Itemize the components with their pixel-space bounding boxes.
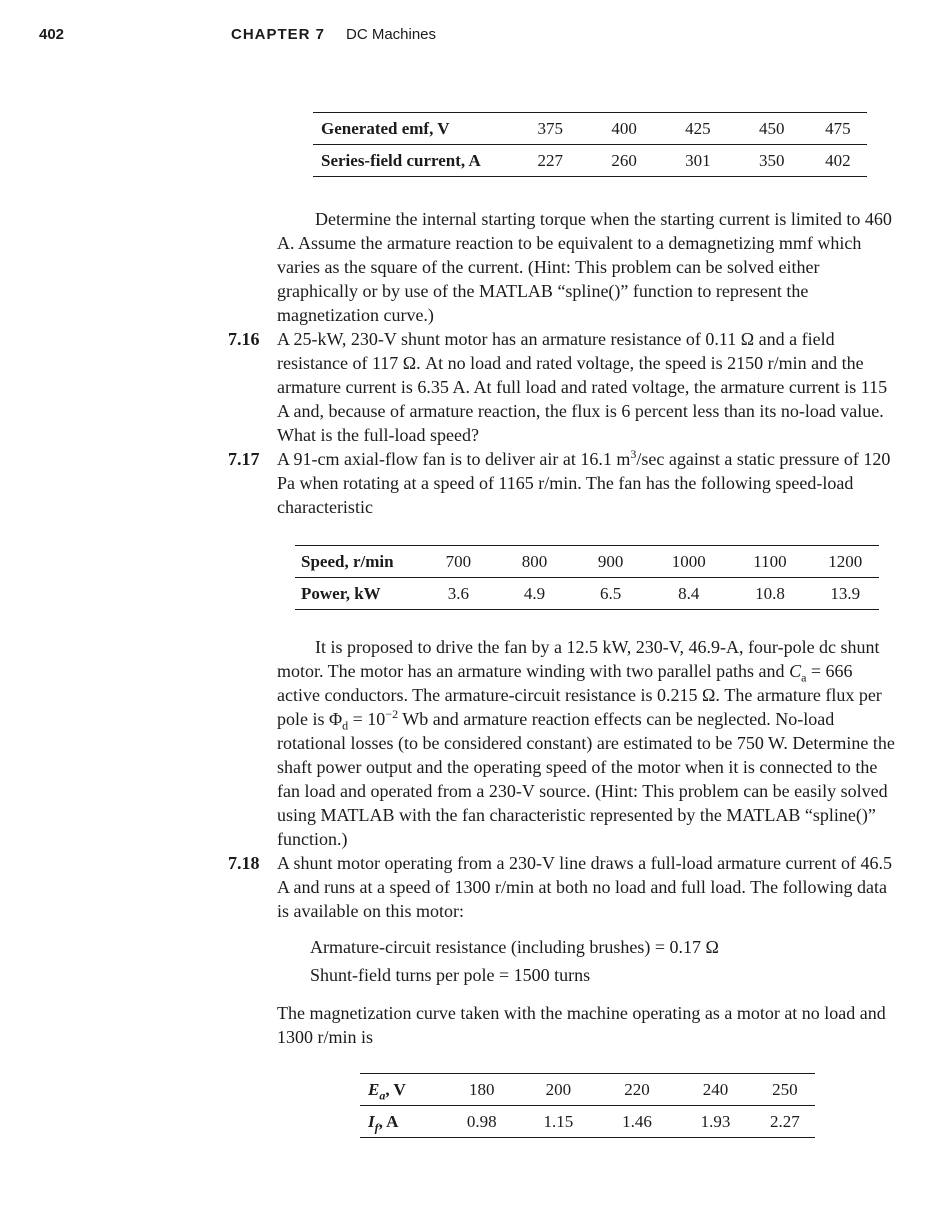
- table-cell: 227: [513, 145, 587, 177]
- table-cell: 4.9: [497, 578, 572, 610]
- text-fragment: It is proposed to drive the fan by a 12.5 kW, 230-V, 46.9-A, four-pole dc shunt motor. The motor has an armature winding with two parallel paths and: [277, 637, 880, 681]
- unit: , V: [385, 1080, 406, 1099]
- table-cell: 240: [676, 1074, 755, 1106]
- superscript: 3: [630, 447, 637, 461]
- text-fragment: /sec against a static pressure of 120 Pa when rotating at a speed of 1165 r/min. The fan has the following speed-load characteristic: [277, 449, 891, 517]
- table-cell: 402: [809, 145, 867, 177]
- table-row: [295, 578, 879, 610]
- table-cell: 900: [572, 546, 649, 578]
- table-cell: 6.5: [572, 578, 649, 610]
- table-cell: 1000: [649, 546, 728, 578]
- magnetization-paragraph: The magnetization curve taken with the machine operating as a motor at no load and 1300 r/min is: [277, 1003, 886, 1047]
- unit: , A: [378, 1112, 399, 1131]
- table-row: [295, 546, 879, 578]
- table-cell: 400: [587, 113, 661, 145]
- magnetization-table: [360, 1073, 815, 1138]
- table-cell: 450: [735, 113, 809, 145]
- table-row: [360, 1106, 815, 1138]
- row-label: [360, 1074, 444, 1106]
- problem-number: 7.17: [228, 449, 260, 469]
- continuation-paragraph: Determine the internal starting torque when the starting current is limited to 460 A. Assume the armature reaction to be equivalent to a demagnetizing mmf which varies as the square of the current. (Hint: This problem can be solved either graphically or by use of the MATLAB “spline()” function to represent the magnetization curve.): [277, 209, 892, 325]
- table-cell: 260: [587, 145, 661, 177]
- table-row: [313, 113, 867, 145]
- table-cell: 13.9: [812, 578, 879, 610]
- table-cell: 375: [513, 113, 587, 145]
- page-header: [0, 24, 936, 50]
- table-cell: 475: [809, 113, 867, 145]
- motor-data-line: Shunt-field turns per pole = 1500 turns: [310, 965, 591, 985]
- text-fragment: A 91-cm axial-flow fan is to deliver air at 16.1 m: [277, 449, 631, 469]
- table-cell: 2.27: [755, 1106, 815, 1138]
- table-cell: 200: [519, 1074, 598, 1106]
- subscript: a: [379, 1088, 386, 1103]
- text-fragment: = 666 active conductors. The armature-circuit resistance is 0.215 Ω. The armature flux per pole is Φ: [277, 661, 882, 729]
- table-row: [360, 1074, 815, 1106]
- table-row: [313, 145, 867, 177]
- table-cell: 1.46: [598, 1106, 677, 1138]
- problem-text: A shunt motor operating from a 230-V line draws a full-load armature current of 46.5 A and runs at a speed of 1300 r/min at both no load and full load. The following data is available on this motor:: [277, 853, 892, 921]
- table-cell: 800: [497, 546, 572, 578]
- fan-motor-paragraph: [277, 635, 897, 851]
- superscript: −2: [385, 707, 399, 721]
- motor-data-line: Armature-circuit resistance (including brushes) = 0.17 Ω: [310, 937, 719, 957]
- text-fragment: C: [789, 661, 802, 681]
- table-cell: 1100: [728, 546, 811, 578]
- subscript: f: [374, 1120, 379, 1135]
- text-fragment: Wb and armature reaction effects can be neglected. No-load rotational losses (to be considered constant) are estimated to be 750 W. Determine the shaft power output and the operating speed of the motor when it is connected to the fan load and operated from a 230-V source. (Hint: This problem can be easily solved using MATLAB with the fan characteristic represented by the MATLAB “spline()” function.): [277, 709, 895, 849]
- emf-table: [313, 112, 867, 177]
- fan-characteristic-table: [295, 545, 879, 610]
- table-cell: 700: [420, 546, 497, 578]
- table-cell: 350: [735, 145, 809, 177]
- table-cell: 1.93: [676, 1106, 755, 1138]
- chapter-label: CHAPTER 7: [231, 26, 326, 43]
- table-cell: 220: [598, 1074, 677, 1106]
- symbol: E: [368, 1080, 380, 1099]
- row-label: [360, 1106, 444, 1138]
- problem-text: A 25-kW, 230-V shunt motor has an armature resistance of 0.11 Ω and a field resistance of 117 Ω. At no load and rated voltage, the speed is 2150 r/min and the armature current is 6.35 A. At full load and rated voltage, the armature current is 115 A and, because of armature reaction, the flux is 6 percent less than its no-load value. What is the full-load speed?: [277, 329, 888, 445]
- table-cell: 250: [755, 1074, 815, 1106]
- table-cell: 0.98: [444, 1106, 519, 1138]
- table-cell: 1200: [812, 546, 879, 578]
- row-label: Power, kW: [295, 578, 420, 610]
- table-cell: 1.15: [519, 1106, 598, 1138]
- problem-text: [277, 447, 898, 519]
- table-cell: 180: [444, 1074, 519, 1106]
- text-fragment: = 10: [348, 709, 386, 729]
- row-label: Speed, r/min: [295, 546, 420, 578]
- row-label: Series-field current, A: [313, 145, 513, 177]
- table-cell: 8.4: [649, 578, 728, 610]
- row-label: Generated emf, V: [313, 113, 513, 145]
- subscript: d: [342, 718, 349, 733]
- table-cell: 10.8: [728, 578, 811, 610]
- chapter-title: DC Machines: [346, 26, 437, 43]
- table-cell: 301: [661, 145, 735, 177]
- table-cell: 3.6: [420, 578, 497, 610]
- problem-number: 7.16: [228, 329, 260, 349]
- subscript: a: [801, 670, 807, 685]
- table-cell: 425: [661, 113, 735, 145]
- page-number: 402: [39, 26, 65, 43]
- problem-number: 7.18: [228, 853, 260, 873]
- symbol: I: [368, 1112, 375, 1131]
